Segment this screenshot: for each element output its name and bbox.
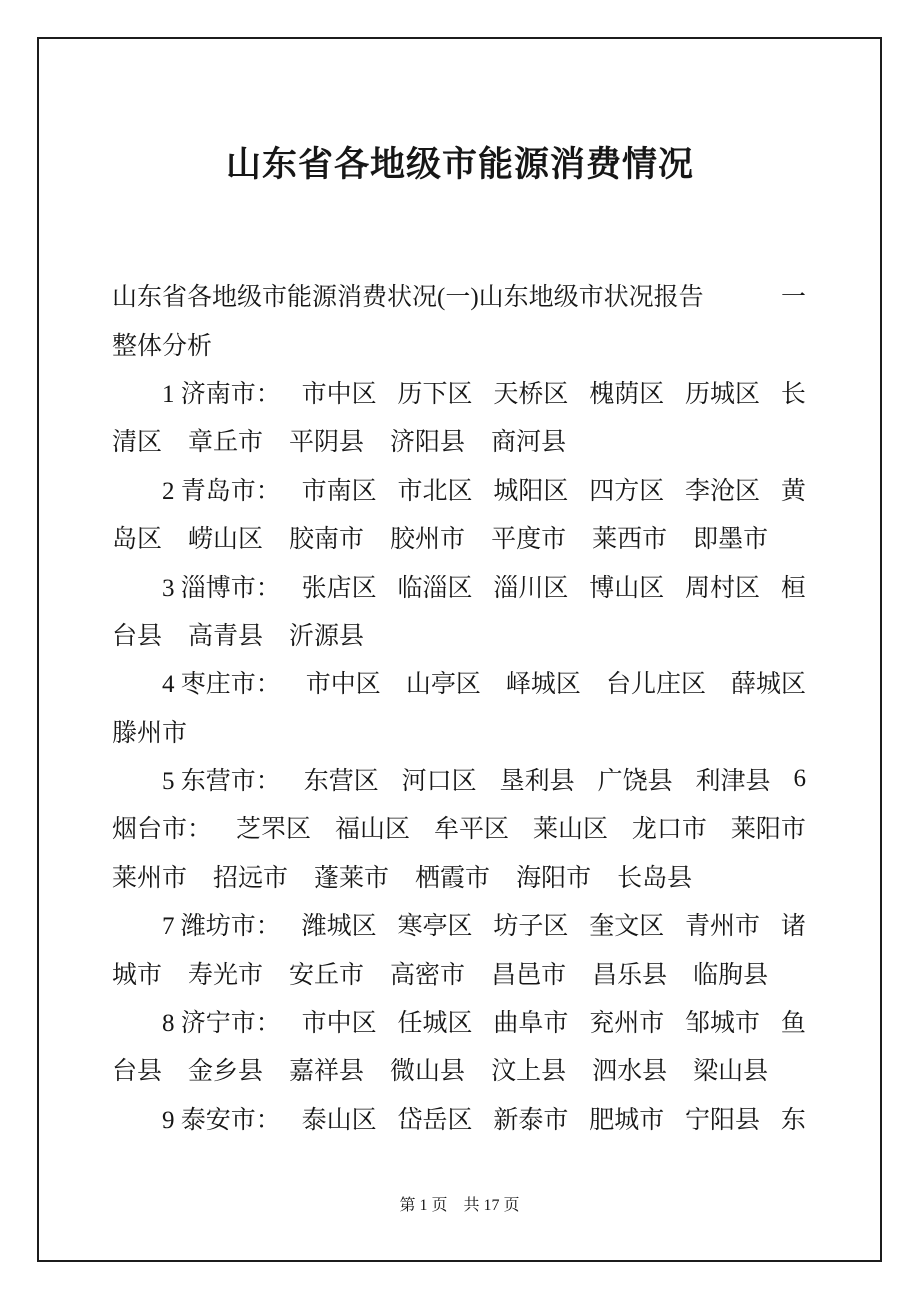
text-segment: 淄川区	[493, 574, 569, 602]
text-segment: 平度市	[491, 526, 567, 554]
text-line	[112, 610, 806, 658]
text-segment: 8 济宁市：	[162, 1010, 281, 1038]
text-segment: 海阳市	[516, 864, 592, 892]
text-segment: 新泰市	[493, 1106, 569, 1134]
text-segment: 台儿庄区	[605, 671, 706, 699]
text-segment: 泰山区	[301, 1106, 377, 1134]
text-segment: 高青县	[188, 622, 264, 650]
text-segment: 周村区	[685, 574, 761, 602]
text-segment: 胶南市	[289, 526, 365, 554]
text-segment: 寿光市	[188, 961, 264, 989]
text-segment: 历下区	[397, 380, 473, 408]
text-segment: 即墨市	[693, 526, 769, 554]
text-line	[112, 755, 806, 803]
text-segment: 广饶县	[597, 768, 673, 796]
text-segment: 山东省各地级市能源消费状况(一)山东地级市状况报告	[112, 284, 704, 312]
text-segment: 薛城区	[730, 671, 806, 699]
text-segment: 商河县	[491, 429, 567, 457]
text-segment: 汶上县	[491, 1058, 567, 1086]
text-segment: 市中区	[301, 380, 377, 408]
document-body	[112, 271, 806, 1142]
text-segment: 黄	[780, 477, 806, 505]
text-line	[112, 465, 806, 513]
text-segment: 泗水县	[592, 1058, 668, 1086]
text-segment: 蓬莱市	[314, 864, 390, 892]
text-segment: 利津县	[695, 768, 771, 796]
text-line	[112, 803, 806, 851]
text-segment: 四方区	[589, 477, 665, 505]
text-segment: 1 济南市：	[162, 380, 281, 408]
text-line	[112, 416, 806, 464]
text-segment: 博山区	[589, 574, 665, 602]
text-segment: 安丘市	[289, 961, 365, 989]
text-segment: 桓	[780, 574, 806, 602]
text-segment: 清区	[112, 429, 163, 457]
text-segment: 张店区	[301, 574, 377, 602]
text-segment: 奎文区	[589, 913, 665, 941]
text-segment: 垦利县	[499, 768, 575, 796]
content-lines	[112, 271, 806, 1142]
text-segment: 东	[780, 1106, 806, 1134]
text-line	[112, 561, 806, 609]
text-segment: 市南区	[301, 477, 377, 505]
text-segment: 曲阜市	[493, 1010, 569, 1038]
text-segment: 一	[780, 284, 806, 312]
text-segment: 嘉祥县	[289, 1058, 365, 1086]
text-segment: 2 青岛市：	[162, 477, 281, 505]
text-segment: 莱阳市	[730, 816, 806, 844]
text-segment: 整体分析	[112, 332, 213, 360]
text-segment: 邹城市	[685, 1010, 761, 1038]
text-segment: 莱山区	[532, 816, 608, 844]
text-line	[112, 513, 806, 561]
text-segment: 台县	[112, 1058, 163, 1086]
text-line	[112, 852, 806, 900]
text-line	[112, 658, 806, 706]
text-segment: 滕州市	[112, 719, 188, 747]
text-segment: 肥城市	[589, 1106, 665, 1134]
text-segment: 兖州市	[589, 1010, 665, 1038]
text-segment: 诸	[780, 913, 806, 941]
text-segment: 招远市	[213, 864, 289, 892]
text-segment: 7 潍坊市：	[162, 913, 281, 941]
text-segment: 河口区	[401, 768, 477, 796]
document-title: 山东省各地级市能源消费情况	[225, 145, 694, 184]
text-segment: 岱岳区	[397, 1106, 473, 1134]
text-segment: 城市	[112, 961, 163, 989]
text-line	[112, 1094, 806, 1142]
text-segment: 李沧区	[685, 477, 761, 505]
text-segment: 山亭区	[405, 671, 481, 699]
text-segment: 寒亭区	[397, 913, 473, 941]
text-segment: 昌邑市	[491, 961, 567, 989]
footer-page-number: 第 1 页	[399, 1197, 448, 1214]
text-segment: 烟台市：	[112, 816, 213, 844]
text-segment: 福山区	[334, 816, 410, 844]
page-footer	[37, 1195, 882, 1217]
text-segment: 市中区	[305, 671, 381, 699]
text-segment: 高密市	[390, 961, 466, 989]
text-segment: 市中区	[301, 1010, 377, 1038]
text-segment: 龙口市	[631, 816, 707, 844]
text-segment: 历城区	[685, 380, 761, 408]
text-line	[112, 271, 806, 319]
text-segment: 槐荫区	[589, 380, 665, 408]
text-segment: 昌乐县	[592, 961, 668, 989]
text-segment: 平阴县	[289, 429, 365, 457]
text-segment: 栖霞市	[415, 864, 491, 892]
text-segment: 临淄区	[397, 574, 473, 602]
text-segment: 临朐县	[693, 961, 769, 989]
footer-total-pages: 共 17 页	[463, 1197, 520, 1214]
text-line	[112, 368, 806, 416]
text-segment: 峄城区	[505, 671, 581, 699]
text-segment: 芝罘区	[235, 816, 311, 844]
text-line	[112, 319, 806, 367]
text-segment: 9 泰安市：	[162, 1106, 281, 1134]
text-segment: 牟平区	[433, 816, 509, 844]
text-segment: 岛区	[112, 526, 163, 554]
text-segment: 市北区	[397, 477, 473, 505]
text-segment: 台县	[112, 622, 163, 650]
text-segment: 青州市	[685, 913, 761, 941]
text-segment: 微山县	[390, 1058, 466, 1086]
text-line	[112, 948, 806, 996]
text-segment: 济阳县	[390, 429, 466, 457]
text-segment: 梁山县	[693, 1058, 769, 1086]
text-segment: 4 枣庄市：	[162, 671, 281, 699]
text-segment: 任城区	[397, 1010, 473, 1038]
text-line	[112, 997, 806, 1045]
text-segment: 城阳区	[493, 477, 569, 505]
text-segment: 长岛县	[617, 864, 693, 892]
text-segment: 鱼	[780, 1010, 806, 1038]
text-segment: 天桥区	[493, 380, 569, 408]
text-segment: 沂源县	[289, 622, 365, 650]
text-segment: 5 东营市：	[162, 768, 281, 796]
text-segment: 莱州市	[112, 864, 188, 892]
text-segment: 3 淄博市：	[162, 574, 281, 602]
text-segment: 崂山区	[188, 526, 264, 554]
text-line	[112, 900, 806, 948]
text-segment: 金乡县	[188, 1058, 264, 1086]
text-segment: 东营区	[303, 768, 379, 796]
text-segment: 长	[780, 380, 806, 408]
text-segment: 章丘市	[188, 429, 264, 457]
text-segment: 6	[793, 765, 806, 793]
text-segment: 潍城区	[301, 913, 377, 941]
text-line	[112, 1045, 806, 1093]
text-segment: 宁阳县	[685, 1106, 761, 1134]
text-segment: 莱西市	[592, 526, 668, 554]
text-line	[112, 707, 806, 755]
text-segment: 坊子区	[493, 913, 569, 941]
text-segment: 胶州市	[390, 526, 466, 554]
